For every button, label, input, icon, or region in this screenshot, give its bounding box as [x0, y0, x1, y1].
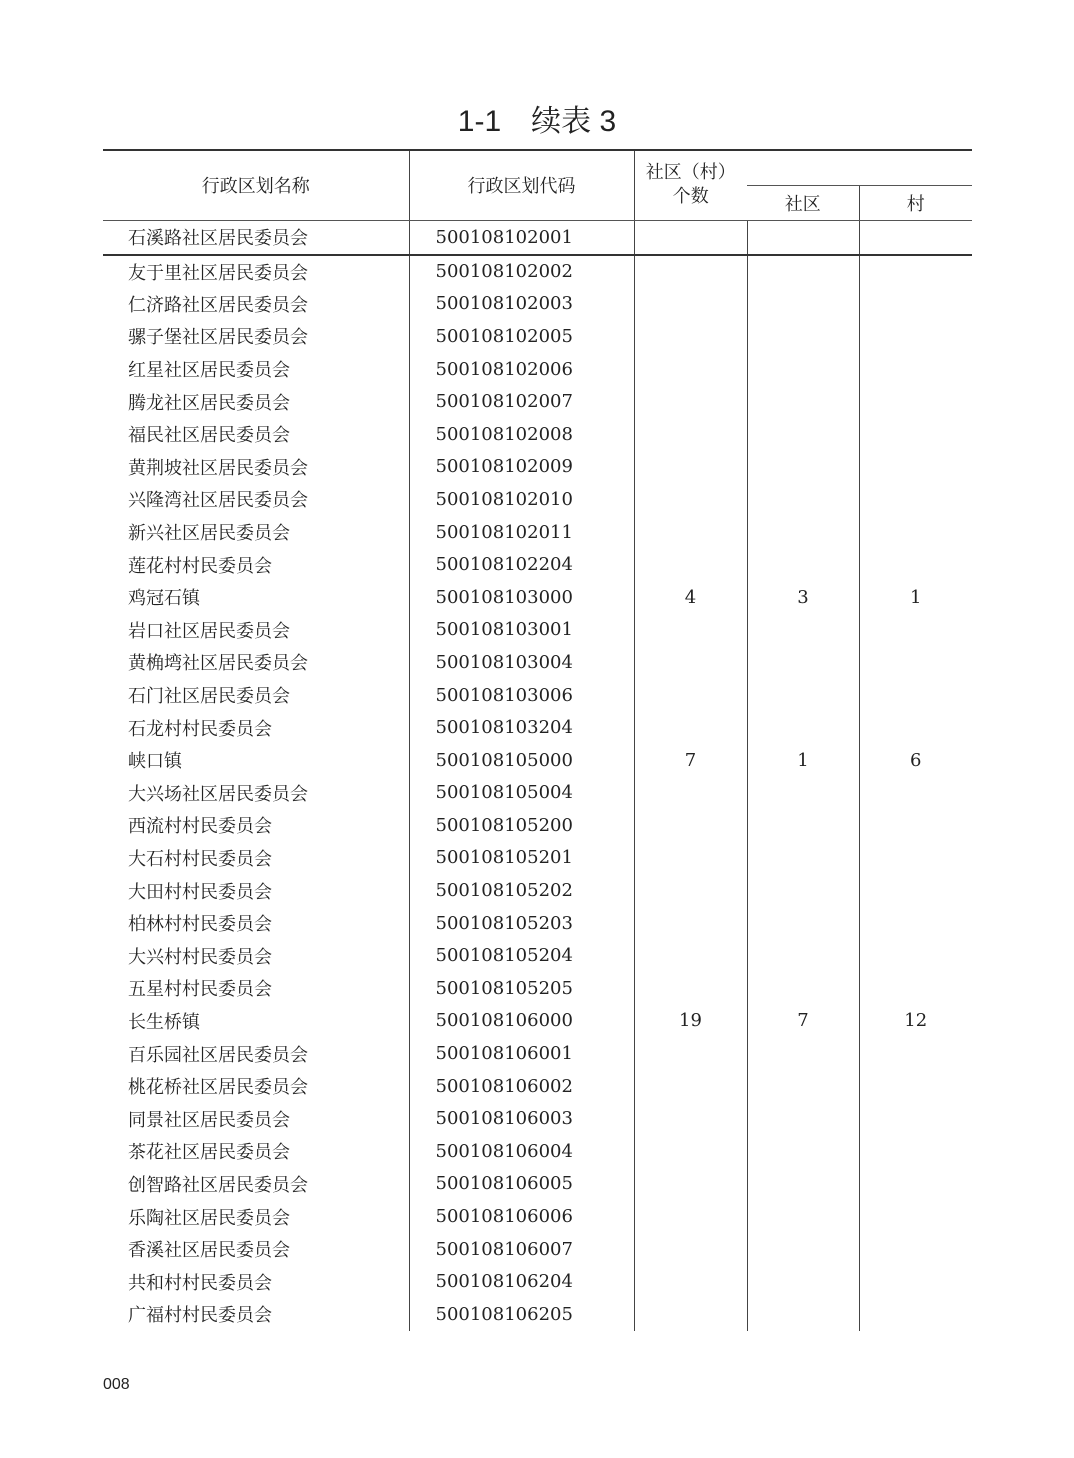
row-village — [859, 907, 972, 940]
row-code: 500108105000 — [409, 744, 634, 777]
row-code: 500108105201 — [409, 842, 634, 875]
row-code: 500108106003 — [409, 1102, 634, 1135]
row-village — [859, 842, 972, 875]
table-row — [103, 939, 972, 972]
row-community — [747, 451, 859, 484]
row-total — [634, 1070, 747, 1103]
row-community — [747, 972, 859, 1005]
row-total — [634, 255, 747, 288]
table-row — [103, 220, 972, 255]
table-row — [103, 548, 972, 581]
row-village: 1 — [859, 581, 972, 614]
table-title: 1-1 续表 3 — [457, 105, 617, 138]
row-total — [634, 711, 747, 744]
table-row — [103, 255, 972, 288]
row-community — [747, 255, 859, 288]
row-village — [859, 972, 972, 1005]
row-community — [747, 614, 859, 647]
row-total — [634, 874, 747, 907]
row-name: 岩口社区居民委员会 — [128, 620, 290, 642]
table-row — [103, 842, 972, 875]
row-community: 1 — [747, 744, 859, 777]
row-code: 500108102008 — [409, 418, 634, 451]
row-community — [747, 1102, 859, 1135]
table-row — [103, 711, 972, 744]
row-name: 石溪路社区居民委员会 — [128, 228, 308, 250]
row-village — [859, 1265, 972, 1298]
row-total — [634, 1298, 747, 1331]
row-community — [747, 1135, 859, 1168]
row-community — [747, 483, 859, 516]
row-code: 500108106007 — [409, 1233, 634, 1266]
row-community: 3 — [747, 581, 859, 614]
row-code: 500108106204 — [409, 1265, 634, 1298]
row-village — [859, 679, 972, 712]
row-total — [634, 939, 747, 972]
row-community — [747, 711, 859, 744]
row-name: 长生桥镇 — [128, 1011, 200, 1033]
row-community — [747, 907, 859, 940]
row-total — [634, 646, 747, 679]
row-name: 大兴场社区居民委员会 — [128, 783, 308, 805]
row-community — [747, 1200, 859, 1233]
row-community — [747, 516, 859, 549]
table-row — [103, 1070, 972, 1103]
row-village: 6 — [859, 744, 972, 777]
row-code: 500108105004 — [409, 777, 634, 810]
table-row — [103, 679, 972, 712]
row-village — [859, 288, 972, 321]
row-community — [747, 809, 859, 842]
header-code: 行政区划代码 — [409, 150, 634, 220]
table-row — [103, 288, 972, 321]
header-village: 村 — [859, 185, 972, 220]
row-village — [859, 418, 972, 451]
table-row — [103, 353, 972, 386]
row-name: 石龙村村民委员会 — [128, 718, 272, 740]
row-name: 茶花社区居民委员会 — [128, 1142, 290, 1164]
row-total — [634, 483, 747, 516]
row-total — [634, 1037, 747, 1070]
row-code: 500108102011 — [409, 516, 634, 549]
row-code: 500108106005 — [409, 1168, 634, 1201]
table-row — [103, 516, 972, 549]
row-village — [859, 777, 972, 810]
row-village — [859, 939, 972, 972]
row-village: 12 — [859, 1005, 972, 1038]
row-community: 7 — [747, 1005, 859, 1038]
row-name: 腾龙社区居民委员会 — [128, 392, 290, 414]
row-community — [747, 1070, 859, 1103]
row-community — [747, 220, 859, 255]
row-village — [859, 220, 972, 255]
row-total — [634, 353, 747, 386]
table-row — [103, 1037, 972, 1070]
row-village — [859, 614, 972, 647]
table-row — [103, 646, 972, 679]
row-name: 红星社区居民委员会 — [128, 360, 290, 382]
row-village — [859, 320, 972, 353]
row-total — [634, 1168, 747, 1201]
row-code: 500108106000 — [409, 1005, 634, 1038]
row-name: 新兴社区居民委员会 — [128, 523, 290, 545]
row-code: 500108105205 — [409, 972, 634, 1005]
row-name: 仁济路社区居民委员会 — [128, 294, 308, 316]
table-row — [103, 1005, 972, 1038]
row-name: 兴隆湾社区居民委员会 — [128, 490, 308, 512]
row-name: 鸡冠石镇 — [128, 588, 200, 610]
row-code: 500108106006 — [409, 1200, 634, 1233]
row-name: 大石村村民委员会 — [128, 848, 272, 870]
header-count-cell — [634, 150, 747, 220]
table-row — [103, 809, 972, 842]
header-name: 行政区划名称 — [103, 150, 409, 220]
row-name: 百乐园社区居民委员会 — [128, 1044, 308, 1066]
table-row — [103, 744, 972, 777]
row-code: 500108103001 — [409, 614, 634, 647]
row-name: 香溪社区居民委员会 — [128, 1240, 290, 1262]
row-name: 大兴村村民委员会 — [128, 946, 272, 968]
row-total — [634, 614, 747, 647]
row-total — [634, 1265, 747, 1298]
row-community — [747, 874, 859, 907]
row-village — [859, 548, 972, 581]
row-village — [859, 1298, 972, 1331]
table-row — [103, 1298, 972, 1331]
table-row — [103, 614, 972, 647]
row-name: 大田村村民委员会 — [128, 881, 272, 903]
row-community — [747, 418, 859, 451]
row-village — [859, 646, 972, 679]
row-code: 500108102001 — [409, 220, 634, 255]
row-name: 石门社区居民委员会 — [128, 686, 290, 708]
row-code: 500108106002 — [409, 1070, 634, 1103]
row-code: 500108103006 — [409, 679, 634, 712]
row-total: 4 — [634, 581, 747, 614]
row-name: 创智路社区居民委员会 — [128, 1174, 308, 1196]
row-name: 黄荆坡社区居民委员会 — [128, 457, 308, 479]
row-total — [634, 288, 747, 321]
row-community — [747, 1037, 859, 1070]
page-number: 008 — [103, 1376, 130, 1393]
row-name: 同景社区居民委员会 — [128, 1109, 290, 1131]
row-code: 500108106001 — [409, 1037, 634, 1070]
header-community: 社区 — [747, 185, 859, 220]
row-community — [747, 288, 859, 321]
row-village — [859, 1102, 972, 1135]
row-community — [747, 1233, 859, 1266]
row-total — [634, 418, 747, 451]
row-community — [747, 679, 859, 712]
row-village — [859, 451, 972, 484]
row-village — [859, 874, 972, 907]
row-community — [747, 353, 859, 386]
table-row — [103, 972, 972, 1005]
row-total — [634, 907, 747, 940]
row-community — [747, 777, 859, 810]
table-row — [103, 874, 972, 907]
row-code: 500108105202 — [409, 874, 634, 907]
table-row — [103, 1233, 972, 1266]
row-code: 500108102005 — [409, 320, 634, 353]
row-community — [747, 385, 859, 418]
header-count: 社区（村）个数 — [645, 162, 736, 207]
row-name: 共和村村民委员会 — [128, 1272, 272, 1294]
table-row — [103, 581, 972, 614]
row-name: 莲花村村民委员会 — [128, 555, 272, 577]
table-row — [103, 483, 972, 516]
row-total — [634, 972, 747, 1005]
row-code: 500108105203 — [409, 907, 634, 940]
row-name: 骡子堡社区居民委员会 — [128, 327, 308, 349]
table-row — [103, 907, 972, 940]
row-code: 500108103000 — [409, 581, 634, 614]
row-code: 500108102204 — [409, 548, 634, 581]
table-row — [103, 1135, 972, 1168]
row-community — [747, 1168, 859, 1201]
row-community — [747, 320, 859, 353]
row-code: 500108102009 — [409, 451, 634, 484]
row-total — [634, 679, 747, 712]
row-total — [634, 1200, 747, 1233]
row-village — [859, 1135, 972, 1168]
row-name: 乐陶社区居民委员会 — [128, 1207, 290, 1229]
row-village — [859, 1168, 972, 1201]
row-code: 500108105200 — [409, 809, 634, 842]
row-total — [634, 1102, 747, 1135]
table-row — [103, 1168, 972, 1201]
table-row — [103, 451, 972, 484]
table-row — [103, 385, 972, 418]
row-village — [859, 711, 972, 744]
row-total — [634, 842, 747, 875]
row-name: 五星村村民委员会 — [128, 979, 272, 1001]
row-village — [859, 809, 972, 842]
row-total — [634, 516, 747, 549]
row-community — [747, 548, 859, 581]
row-village — [859, 255, 972, 288]
row-village — [859, 1037, 972, 1070]
row-code: 500108103204 — [409, 711, 634, 744]
row-code: 500108102007 — [409, 385, 634, 418]
row-code: 500108106004 — [409, 1135, 634, 1168]
row-code: 500108103004 — [409, 646, 634, 679]
table-row — [103, 777, 972, 810]
table-row — [103, 1265, 972, 1298]
table-row — [103, 1200, 972, 1233]
row-community — [747, 646, 859, 679]
row-code: 500108102010 — [409, 483, 634, 516]
row-community — [747, 1298, 859, 1331]
row-community — [747, 1265, 859, 1298]
row-total — [634, 1135, 747, 1168]
table-row — [103, 418, 972, 451]
table-row — [103, 1102, 972, 1135]
table-row — [103, 320, 972, 353]
row-name: 柏林村村民委员会 — [128, 914, 272, 936]
row-community — [747, 939, 859, 972]
row-name: 广福村村民委员会 — [128, 1305, 272, 1327]
row-total — [634, 548, 747, 581]
row-community — [747, 842, 859, 875]
row-total — [634, 220, 747, 255]
row-total — [634, 777, 747, 810]
row-village — [859, 1233, 972, 1266]
row-name: 友于里社区居民委员会 — [128, 262, 308, 284]
row-name: 黄桷塆社区居民委员会 — [128, 653, 308, 675]
row-village — [859, 1070, 972, 1103]
row-name: 西流村村民委员会 — [128, 816, 272, 838]
row-name: 福民社区居民委员会 — [128, 425, 290, 447]
row-total — [634, 320, 747, 353]
row-total — [634, 451, 747, 484]
row-village — [859, 516, 972, 549]
admin-division-table — [103, 149, 972, 1331]
row-total — [634, 385, 747, 418]
row-village — [859, 385, 972, 418]
row-code: 500108102006 — [409, 353, 634, 386]
row-name: 峡口镇 — [128, 751, 182, 773]
row-total: 19 — [634, 1005, 747, 1038]
row-code: 500108105204 — [409, 939, 634, 972]
row-code: 500108102002 — [409, 255, 634, 288]
row-village — [859, 1200, 972, 1233]
row-name: 桃花桥社区居民委员会 — [128, 1077, 308, 1099]
row-total — [634, 809, 747, 842]
row-total: 7 — [634, 744, 747, 777]
row-total — [634, 1233, 747, 1266]
row-code: 500108102003 — [409, 288, 634, 321]
row-village — [859, 353, 972, 386]
row-code: 500108106205 — [409, 1298, 634, 1331]
row-village — [859, 483, 972, 516]
